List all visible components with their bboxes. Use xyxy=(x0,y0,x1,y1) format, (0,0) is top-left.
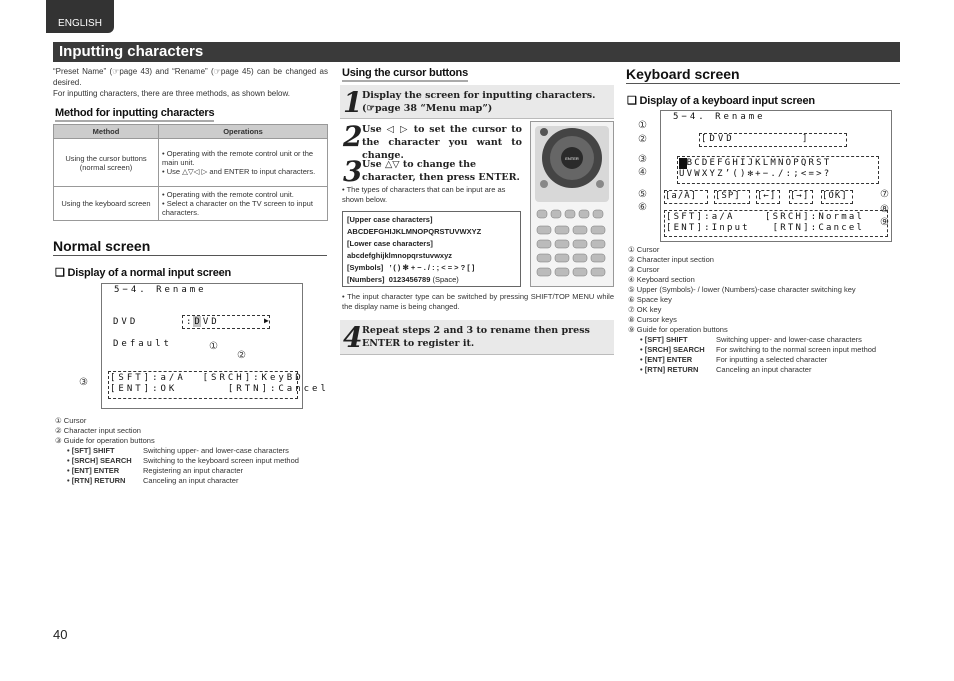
marker-1: ① xyxy=(209,341,218,352)
button-desc: Switching upper- and lower-case characters xyxy=(716,335,862,344)
method-cell: Using the keyboard screen xyxy=(54,187,159,221)
remote-illustration xyxy=(530,121,614,287)
step3-note: • The types of characters that can be input are as shown below. xyxy=(342,185,506,204)
normal-input-screen xyxy=(101,283,329,409)
kb-key-space: [SP] xyxy=(715,191,741,201)
legend-item: ① Cursor xyxy=(628,245,660,254)
button-row xyxy=(67,456,330,466)
normal-screen-heading: Normal screen xyxy=(53,238,327,256)
shift-note: • The input character type can be switched by pressing SHIFT/TOP MENU while the display name is being changed. xyxy=(342,292,614,311)
numbers-label: [Numbers] xyxy=(347,275,385,284)
intro-line1: “Preset Name” (☞page 43) and “Rename” (☞page 45) can be changed as desired. xyxy=(53,67,328,87)
button-desc: Canceling an input character xyxy=(716,365,812,374)
kb-marker-6: ⑥ xyxy=(638,202,647,213)
remote-control-icon xyxy=(531,122,613,286)
kb-marker-5: ⑤ xyxy=(638,189,647,200)
lower-label: [Lower case characters] xyxy=(347,239,433,248)
kb-key-case: [a/A] xyxy=(665,191,698,201)
kb-row2: UVWXYZ’()✻+−./:;<=>? xyxy=(679,169,832,179)
legend-item: ③ Guide for operation buttons xyxy=(55,436,155,445)
screen-row1-value: :DVD xyxy=(186,317,220,327)
step-text: Display the screen for inputting characters. (☞page 38 “Menu map”) xyxy=(362,90,596,114)
button-row xyxy=(67,476,330,486)
normal-legend xyxy=(55,416,330,486)
button-desc: Switching to the keyboard screen input method xyxy=(143,456,299,465)
numbers-chars: 0123456789 xyxy=(388,275,431,284)
step-number: 4 xyxy=(343,321,363,354)
legend-item: ② Character input section xyxy=(55,426,141,435)
lower-chars: abcdefghijklmnopqrstuvwxyz xyxy=(347,251,453,260)
ops-item: • Operating with the remote control unit. xyxy=(162,190,294,199)
legend-item: ① Cursor xyxy=(55,416,87,425)
button-key: • [ENT] ENTER xyxy=(640,355,693,364)
step-number: 2 xyxy=(343,120,363,153)
kb-marker-9: ⑨ xyxy=(880,217,889,228)
legend-item: ⑦ OK key xyxy=(628,305,662,314)
kb-guide-line1: [SFT]:a/A [SRCH]:Normal xyxy=(666,212,865,222)
legend-item: ⑤ Upper (Symbols)- / lower (Numbers)-case character switching key xyxy=(628,285,856,294)
button-desc: Switching upper- and lower-case characters xyxy=(143,446,289,455)
screen-title: 5−4. Rename xyxy=(114,285,207,295)
ops-cell xyxy=(159,139,328,187)
button-row xyxy=(67,446,330,456)
button-row xyxy=(67,466,330,476)
keyboard-legend xyxy=(628,245,900,375)
step-number: 3 xyxy=(343,155,363,188)
kb-key-ok: [OK] xyxy=(822,191,848,201)
table-row xyxy=(54,139,328,187)
button-desc: For inputting a selected character xyxy=(716,355,828,364)
kb-input: [DVD ] xyxy=(701,134,811,144)
method-cell: Using the cursor buttons (normal screen) xyxy=(54,139,159,187)
kb-marker-1: ① xyxy=(638,120,647,131)
col-method: Method xyxy=(54,125,159,139)
button-key: • [SFT] SHIFT xyxy=(640,335,688,344)
col-operations: Operations xyxy=(159,125,328,139)
button-key: • [SFT] SHIFT xyxy=(67,446,115,455)
kb-row1: ABCDEFGHIJKLMNOPQRST xyxy=(679,158,832,168)
kb-marker-8: ⑧ xyxy=(880,204,889,215)
legend-item: ④ Keyboard section xyxy=(628,275,695,284)
screen-row2: Default xyxy=(113,339,172,349)
cursor-highlight xyxy=(193,316,201,327)
intro xyxy=(53,66,328,99)
button-key: • [SRCH] SEARCH xyxy=(67,456,132,465)
button-desc: Registering an input character xyxy=(143,466,244,475)
kb-key-right: [→] xyxy=(790,191,810,201)
symbols-label: [Symbols] xyxy=(347,263,384,272)
svg-text:ENTER: ENTER xyxy=(565,156,579,161)
guide-line1: [SFT]:a/A [SRCH]:KeyBD xyxy=(110,373,304,383)
method-table-header xyxy=(54,125,328,139)
step-text: Use △▽ to change the character, then press ENTER. xyxy=(362,159,520,183)
kb-marker-3: ③ xyxy=(638,154,647,165)
button-key: • [SRCH] SEARCH xyxy=(640,345,705,354)
marker-2: ② xyxy=(237,350,246,361)
step-4 xyxy=(340,320,614,355)
button-desc: Canceling an input character xyxy=(143,476,239,485)
kb-key-left: [←] xyxy=(757,191,777,201)
symbols-chars: ’ ( ) ✻ + − . / : ; < = > ? [ ] xyxy=(389,263,475,272)
steps-2-3-area xyxy=(340,119,614,286)
ops-item: • Select a character on the TV screen to input characters. xyxy=(162,199,313,217)
button-key: • [RTN] RETURN xyxy=(67,476,126,485)
page-number: 40 xyxy=(53,627,68,642)
marker-3: ③ xyxy=(79,377,88,388)
button-key: • [ENT] ENTER xyxy=(67,466,120,475)
arrow-right-icon: ▶ xyxy=(264,316,269,325)
button-row xyxy=(640,345,900,355)
kb-marker-2: ② xyxy=(638,134,647,145)
button-row xyxy=(640,365,900,375)
step-1 xyxy=(340,85,614,119)
keyboard-screen-heading: Keyboard screen xyxy=(626,66,900,84)
keyboard-screen-subheading: ❑ Display of a keyboard input screen xyxy=(627,95,815,107)
method-heading xyxy=(55,107,327,119)
space-label: (Space) xyxy=(432,275,459,284)
step-text: Repeat steps 2 and 3 to rename then press ENTER to register it. xyxy=(362,325,590,349)
kb-screen-title: 5−4. Rename xyxy=(673,112,766,122)
keyboard-input-screen xyxy=(660,110,892,242)
page-title: Inputting characters xyxy=(53,42,900,62)
character-types-box xyxy=(342,211,521,287)
step-number: 1 xyxy=(343,86,363,119)
upper-label: [Upper case characters] xyxy=(347,215,433,224)
button-row xyxy=(640,355,900,365)
button-row xyxy=(640,335,900,345)
language-tab xyxy=(46,0,114,33)
legend-item: ③ Cursor xyxy=(628,265,660,274)
guide-line2: [ENT]:OK [RTN]:Cancel xyxy=(110,384,329,394)
cursor-heading xyxy=(342,67,468,79)
legend-item: ⑧ Cursor keys xyxy=(628,315,677,324)
screen-row1-label: DVD xyxy=(113,317,139,327)
table-row xyxy=(54,187,328,221)
ops-item: • Operating with the remote control unit or the main unit. xyxy=(162,149,314,167)
method-heading-text: Method for inputting characters xyxy=(55,107,214,122)
legend-item: ⑥ Space key xyxy=(628,295,672,304)
upper-chars: ABCDEFGHIJKLMNOPQRSTUVWXYZ xyxy=(347,227,482,236)
step-text: Use ◁ ▷ to set the cursor to the character you want to change. xyxy=(362,124,522,161)
kb-marker-4: ④ xyxy=(638,167,647,178)
legend-item: ⑨ Guide for operation buttons xyxy=(628,325,728,334)
normal-screen-subheading: ❑ Display of a normal input screen xyxy=(55,267,232,279)
cursor-heading-text: Using the cursor buttons xyxy=(342,67,468,82)
method-table xyxy=(53,124,328,221)
button-desc: For switching to the normal screen input method xyxy=(716,345,877,354)
kb-guide-line2: [ENT]:Input [RTN]:Cancel xyxy=(666,223,865,233)
kb-marker-7: ⑦ xyxy=(880,189,889,200)
ops-item: • Use △▽◁ ▷ and ENTER to input characters. xyxy=(162,167,316,176)
legend-item: ② Character input section xyxy=(628,255,714,264)
language-label: ENGLISH xyxy=(58,18,102,29)
ops-cell xyxy=(159,187,328,221)
button-key: • [RTN] RETURN xyxy=(640,365,699,374)
intro-line2: For inputting characters, there are three methods, as shown below. xyxy=(53,89,291,98)
